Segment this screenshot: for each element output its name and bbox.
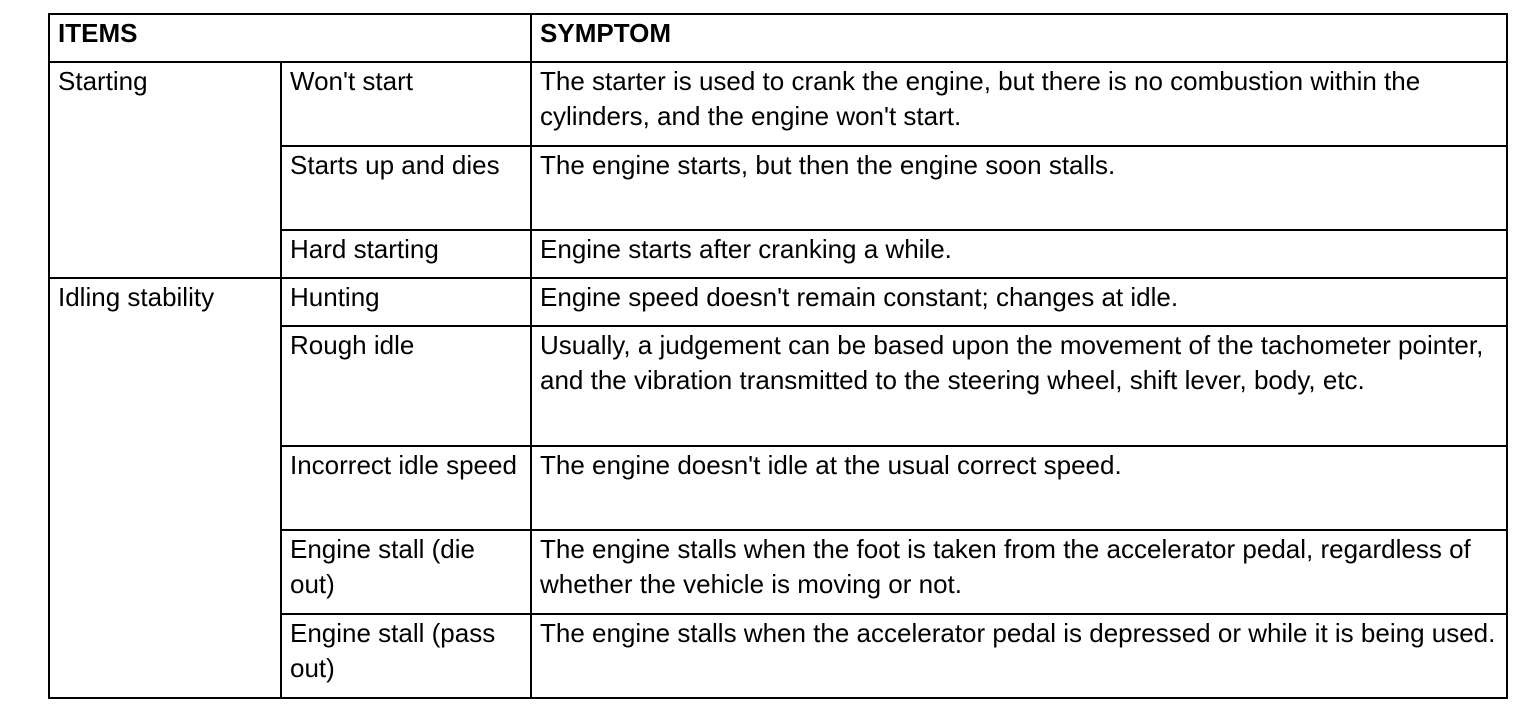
table-row bbox=[49, 278, 1507, 326]
symptom-cell: Engine starts after cranking a while. bbox=[531, 230, 1507, 278]
symptom-table bbox=[48, 13, 1508, 699]
symptom-cell: The engine stalls when the foot is taken from the accelerator pedal, regardless of whether the vehicle is moving or not. bbox=[531, 530, 1507, 614]
item-cell: Starts up and dies bbox=[281, 146, 531, 230]
symptom-header: SYMPTOM bbox=[531, 14, 1507, 62]
header-row bbox=[49, 14, 1507, 62]
symptom-cell: The engine doesn't idle at the usual correct speed. bbox=[531, 446, 1507, 530]
category-idling-stability: Idling stability bbox=[49, 278, 281, 698]
category-starting: Starting bbox=[49, 62, 281, 278]
symptom-cell: Engine speed doesn't remain constant; changes at idle. bbox=[531, 278, 1507, 326]
item-cell: Hunting bbox=[281, 278, 531, 326]
symptom-cell: The engine starts, but then the engine soon stalls. bbox=[531, 146, 1507, 230]
table-row bbox=[49, 62, 1507, 146]
item-cell: Engine stall (die out) bbox=[281, 530, 531, 614]
item-cell: Engine stall (pass out) bbox=[281, 614, 531, 698]
item-cell: Rough idle bbox=[281, 326, 531, 446]
item-cell: Hard starting bbox=[281, 230, 531, 278]
item-cell: Incorrect idle speed bbox=[281, 446, 531, 530]
symptom-cell: The engine stalls when the accelerator pedal is depressed or while it is being used. bbox=[531, 614, 1507, 698]
items-header: ITEMS bbox=[49, 14, 531, 62]
symptom-cell: Usually, a judgement can be based upon the movement of the tachometer pointer, and the vibration transmitted to the steering wheel, shift lever, body, etc. bbox=[531, 326, 1507, 446]
symptom-cell: The starter is used to crank the engine, but there is no combustion within the cylinders, and the engine won't start. bbox=[531, 62, 1507, 146]
item-cell: Won't start bbox=[281, 62, 531, 146]
